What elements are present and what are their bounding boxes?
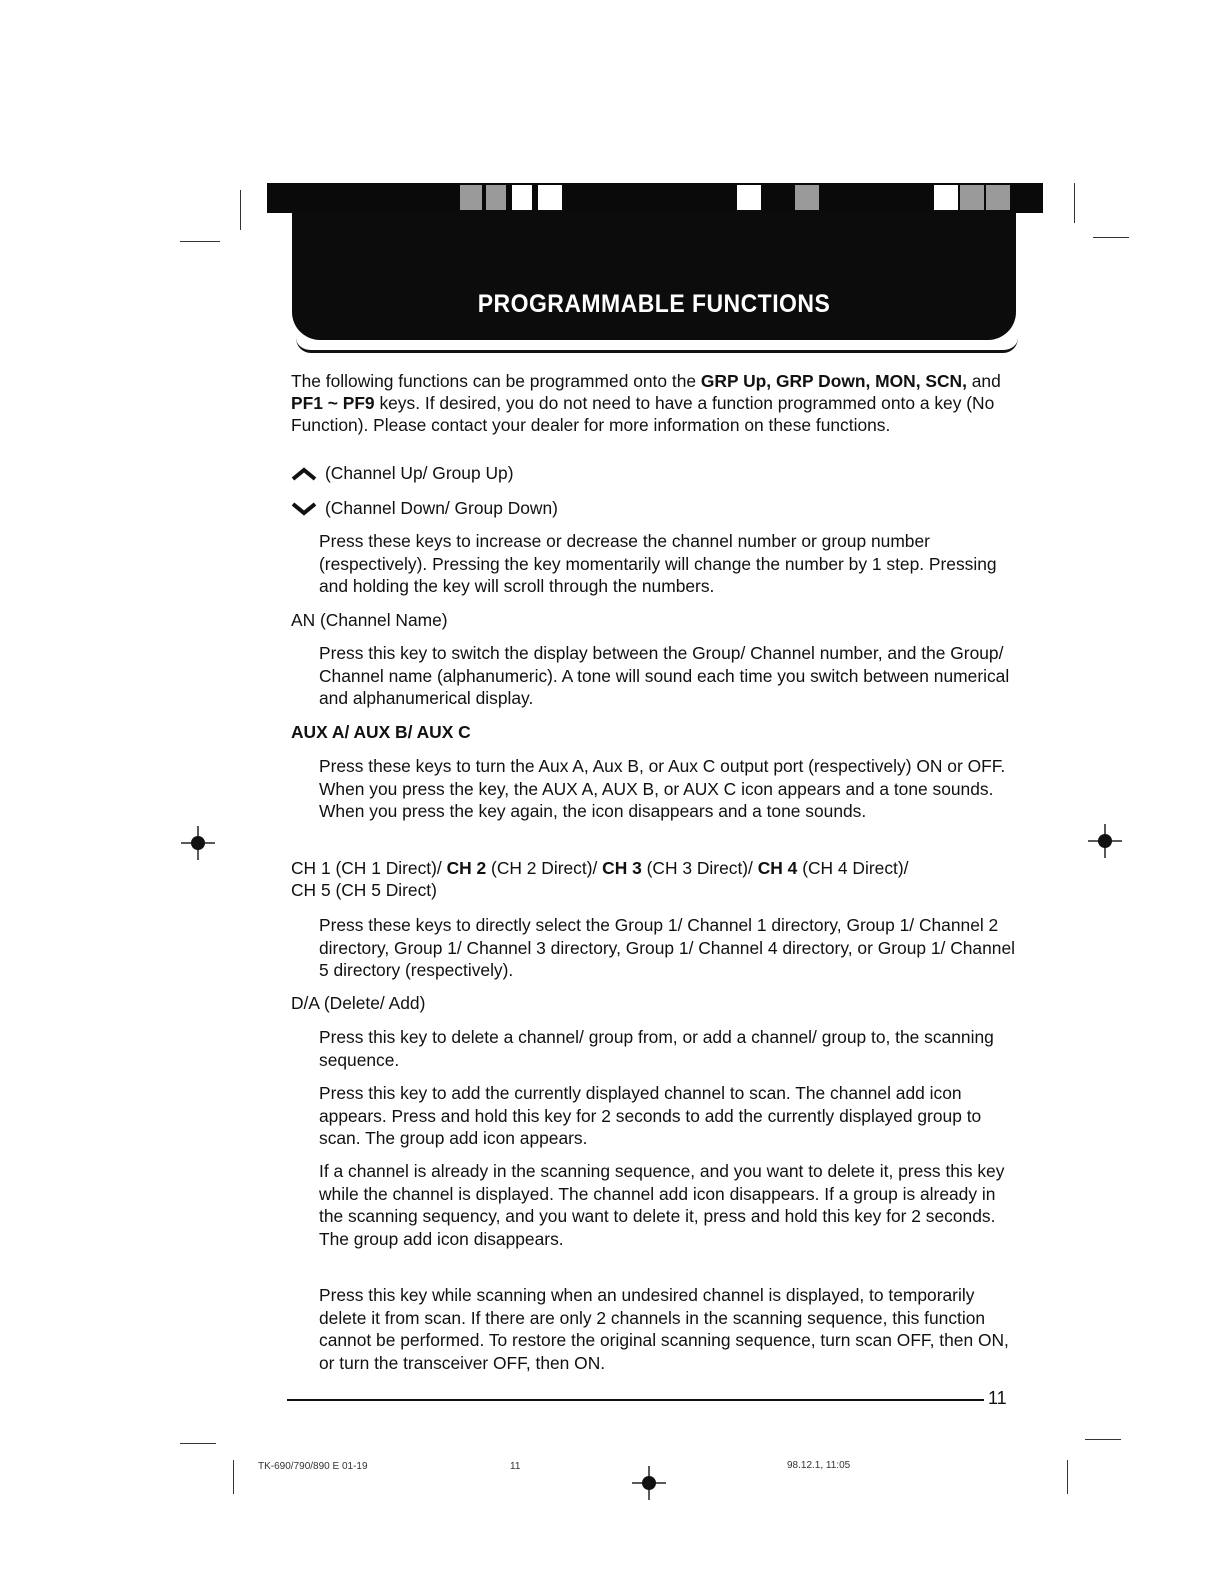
- intro-paragraph: The following functions can be programmed onto the GRP Up, GRP Down, MON, SCN, and PF1 ~ PF9 keys. If desired, you do not need to have a function programmed onto a key (No Function). Please contact your dealer for more information on these functions.: [291, 371, 1001, 435]
- da-paragraph-3: If a channel is already in the scanning sequence, and you want to delete it, press this key while the channel is displayed. The channel add icon disappears. If a group is already in the scanning sequency, and you want to delete it, press and hold this key for 2 seconds. The group add icon disappears.: [319, 1161, 1005, 1249]
- header-block: [934, 185, 958, 211]
- crop-mark-right-bottom-h: [1085, 1439, 1121, 1440]
- aux-term: AUX A/ AUX B/ AUX C: [291, 722, 471, 742]
- an-description: Press this key to switch the display between the Group/ Channel number, and the Group/ Channel name (alphanumeric). A tone will sound each time you switch between numerical and alphanumerical display.: [319, 643, 1010, 709]
- header-block: [512, 185, 532, 211]
- channel-down-icon: [291, 502, 317, 516]
- registration-mark-right-icon: [1088, 824, 1122, 858]
- da-term: D/A (Delete/ Add): [291, 993, 426, 1013]
- registration-mark-left-icon: [181, 826, 215, 860]
- header-block: [795, 185, 819, 211]
- header-block: [486, 185, 506, 211]
- header-block: [737, 185, 761, 211]
- bottom-rule: [287, 1399, 984, 1401]
- header-block: [460, 185, 482, 211]
- channel-down-term: (Channel Down/ Group Down): [291, 497, 1021, 519]
- footer-timestamp: 98.12.1, 11:05: [787, 1460, 851, 1471]
- crop-mark-right-top-h: [1093, 237, 1129, 238]
- header-panel: [292, 210, 1016, 340]
- page-title: PROGRAMMABLE FUNCTIONS: [477, 290, 831, 318]
- ch-direct-term: CH 1 (CH 1 Direct)/ CH 2 (CH 2 Direct)/ CH 3 (CH 3 Direct)/ CH 4 (CH 4 Direct)/ CH 5 (CH 5 Direct): [291, 858, 909, 900]
- header-bar: [267, 183, 1043, 213]
- footer-doc-code: TK-690/790/890 E 01-19: [258, 1461, 368, 1472]
- crop-mark-left-top: [240, 190, 241, 230]
- updown-description: Press these keys to increase or decrease the channel number or group number (respectively). Pressing the key momentarily will change the number by 1 step. Pressing and holding the key will scroll through the numbers.: [319, 531, 997, 597]
- aux-description: Press these keys to turn the Aux A, Aux B, or Aux C output port (respectively) ON or OFF. When you press the key, the AUX A, AUX B, or AUX C icon appears and a tone sounds. When you press the key again, the icon disappears and a tone sounds.: [319, 756, 1006, 822]
- crop-mark-right-top: [1074, 183, 1075, 223]
- page-number: 11: [988, 1388, 1007, 1408]
- header-curve: [296, 338, 1018, 353]
- ch-direct-description: Press these keys to directly select the Group 1/ Channel 1 directory, Group 1/ Channel 2 directory, Group 1/ Channel 3 directory, Group 1/ Channel 4 directory, or Group 1/ Channel 5 directory (respectively).: [319, 915, 1015, 981]
- da-paragraph-1: Press this key to delete a channel/ group from, or add a channel/ group to, the scanning sequence.: [319, 1027, 994, 1070]
- registration-mark-bottom-icon: [632, 1466, 666, 1500]
- an-term: AN (Channel Name): [291, 610, 448, 630]
- header-block: [986, 185, 1010, 211]
- header-block: [960, 185, 984, 211]
- channel-up-icon: [291, 467, 317, 481]
- crop-mark-left-bottom-h: [180, 1443, 216, 1444]
- footer-page-ref: 11: [510, 1461, 521, 1472]
- crop-mark-left-top-h: [180, 241, 220, 242]
- da-paragraph-4: Press this key while scanning when an undesired channel is displayed, to temporarily delete it from scan. If there are only 2 channels in the scanning sequence, this function cannot be performed. To restore the original scanning sequence, turn scan OFF, then ON, or turn the transceiver OFF, then ON.: [319, 1285, 1009, 1373]
- channel-up-term: (Channel Up/ Group Up): [291, 462, 1021, 484]
- crop-mark-left-bottom: [233, 1460, 234, 1494]
- da-paragraph-2: Press this key to add the currently displayed channel to scan. The channel add icon appears. Press and hold this key for 2 seconds to add the currently displayed group to scan. The group add icon appears.: [319, 1083, 982, 1149]
- crop-mark-right-bottom: [1067, 1460, 1068, 1494]
- header-block: [538, 185, 562, 211]
